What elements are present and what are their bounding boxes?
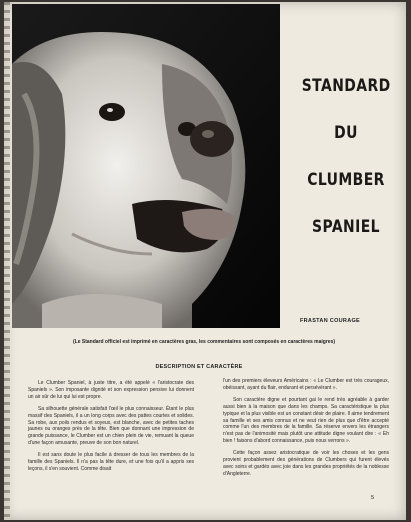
paragraph: Son caractère digne et pourtant gai le rend très agréable à garder aussi bien à la maison que dans les champs. Sa caractéristique la plus typique et la plus visible est un constant désir de plaire. Il aime tendrement sa famille et ses amis connus et ne veut rien de plus que d'être accepté comme l'un des membres de la famille. Sa réserve envers les étrangers n'est pas de l'animosité mais plutôt une attitude digne voulant dire : « Eh bien ! faisons d'abord connaissance, puis nous verrons ». bbox=[223, 396, 389, 445]
title-line-4: SPANIEL bbox=[312, 217, 380, 237]
paragraph: Sa silhouette générale satisfait l'œil le plus connaisseur. Étant le plus massif des Spaniels, il a un long corps avec des pattes courtes et solides. Sa robe, aux poils rendus et soyeux, est blanche, avec de petites taches jaunes ou oranges près de la tête. Bien que donnant une impression de grande puissance, le Clumber est un chien plein de vie, remuant la queue d'une façon amusante, preuve de son bon naturel. bbox=[28, 405, 194, 447]
binding-spiral bbox=[4, 2, 10, 520]
page-number: 5 bbox=[371, 495, 375, 501]
standard-notice: (Le Standard officiel est imprimé en caractères gras, les commentaires sont composés en caractères maigres) bbox=[72, 339, 336, 345]
paragraph: Il est sans doute le plus facile à dresser de tous les membres de la famille des Spaniels. Il n'a pas la tête dure, et une fois qu'il a appris ses leçons, il s'en souvient. Comme disait bbox=[28, 452, 194, 472]
section-heading: DESCRIPTION ET CARACTÈRE bbox=[155, 364, 243, 370]
magazine-page bbox=[4, 2, 406, 520]
right-column bbox=[223, 378, 389, 483]
paragraph: l'un des premiers éleveurs Américains : « Le Clumber est très courageux, obéissant, ayant du flair, endurant et persévérant ». bbox=[223, 378, 389, 391]
title-line-3: CLUMBER bbox=[307, 170, 385, 190]
paragraph: Le Clumber Spaniel, à juste titre, a été appelé « l'aristocrate des Spaniels ». Son imposante dignité et son expression pensive lui donnent un air sûr de lui qui lui est propre. bbox=[28, 380, 194, 400]
title-line-1: STANDARD bbox=[301, 76, 391, 96]
dog-photo bbox=[12, 4, 280, 328]
paragraph: Cette façon assez aristocratique de voir les choses et les gens provient probablement des générations de Clumbers qui furent élevés avec soins et gardés avec joie dans les grandes propriétés de la noblesse d'Angleterre. bbox=[223, 450, 389, 477]
title-line-2: DU bbox=[334, 123, 358, 143]
photo-credit: FRASTAN COURAGE bbox=[300, 318, 361, 324]
article-title bbox=[302, 78, 391, 266]
left-column bbox=[28, 380, 194, 478]
